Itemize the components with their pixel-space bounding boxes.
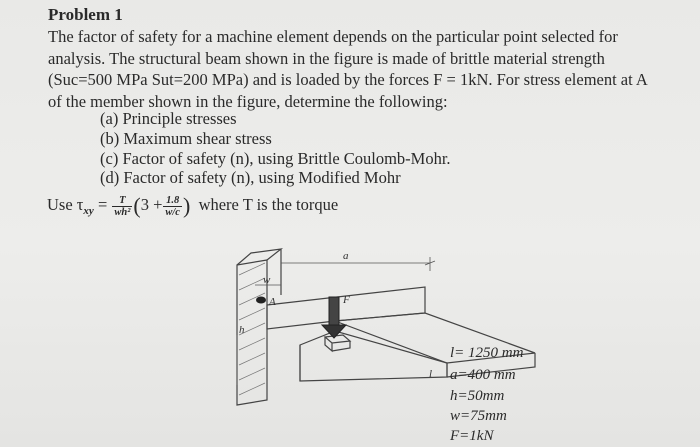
label-h: h (239, 324, 245, 336)
question-c: (c) Factor of safety (n), using Brittle Coulomb-Mohr. (100, 148, 451, 168)
label-a: a (343, 250, 349, 262)
fraction-2-numerator: 1.8 (163, 195, 182, 207)
open-paren: ( (133, 193, 141, 218)
formula-subscript: xy (83, 205, 94, 218)
statement-line-4: of the member shown in the figure, determine the following: (48, 91, 448, 111)
formula-fraction-2 (163, 195, 182, 218)
formula-prefix: Use τ (47, 194, 84, 214)
point-a-marker (256, 297, 266, 304)
fraction-1-numerator: T (112, 195, 132, 207)
question-b: (b) Maximum shear stress (100, 128, 272, 148)
statement-line-3: (Suc=500 MPa Sut=200 MPa) and is loaded by the forces F = 1kN. For stress element at A (48, 70, 648, 89)
formula-suffix: where T is the torque (198, 194, 339, 214)
question-a: (a) Principle stresses (100, 109, 237, 128)
question-d: (d) Factor of safety (n), using Modified Mohr (100, 168, 401, 188)
param-length: l= 1250 mm (450, 345, 524, 361)
statement-line-2: analysis. The structural beam shown in the figure is made of brittle material strength (48, 48, 605, 68)
formula-three: 3 + (140, 194, 163, 214)
param-w: w=75mm (450, 408, 507, 424)
problem-title: Problem 1 (48, 5, 123, 24)
question-list (100, 109, 451, 188)
dimension-a-line (281, 257, 435, 271)
formula-fraction-1 (112, 195, 132, 218)
fraction-1-denominator: wh² (114, 206, 131, 218)
param-a: a=400 mm (450, 367, 516, 383)
fraction-2-denominator: w/c (165, 206, 180, 218)
label-F: F (343, 294, 350, 306)
param-force: F=1kN (450, 428, 494, 444)
problem-statement (48, 26, 688, 112)
statement-line-1: The factor of safety for a machine element depends on the particular point selected for (48, 27, 618, 46)
label-A: A (269, 296, 276, 308)
formula-equals: = (93, 194, 112, 214)
param-h: h=50mm (450, 388, 505, 404)
label-w: w (263, 274, 271, 286)
label-l: l (429, 368, 433, 380)
close-paren: ) (182, 193, 191, 218)
shear-stress-formula (47, 193, 338, 219)
